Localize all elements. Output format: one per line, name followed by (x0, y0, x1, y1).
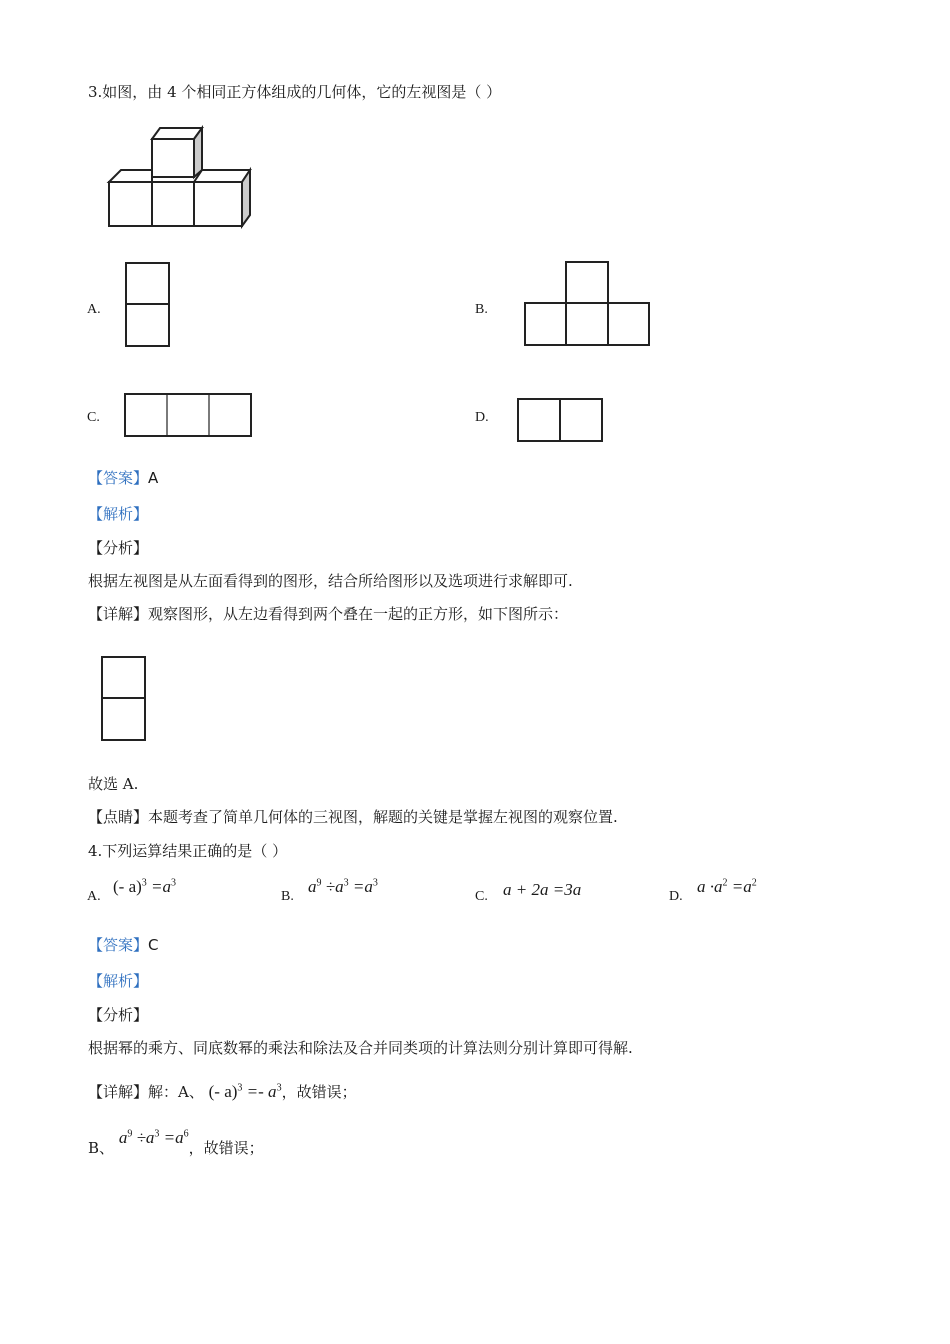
q4-jiexi-tag: 【解析】 (88, 972, 149, 990)
q3-answer-value: A (148, 469, 159, 487)
q4-detail-b-line: B、 $a^9 \div a^3 =a^6$，故错误； (88, 1128, 264, 1157)
q3-detail-tag: 【详解】 (88, 605, 149, 623)
q3-option-a-figure (125, 262, 171, 348)
q4-option-c-label: C. (475, 889, 488, 904)
q3-dianjing-line (88, 806, 618, 827)
q3-solid-figure (105, 125, 255, 230)
q4-option-b-expr: $a^9 \div a^3 =a^3$ (308, 877, 378, 896)
q4-answer-line (88, 934, 159, 955)
q3-dianjing-tag: 【点睛】 (88, 808, 149, 826)
q4-answer-value: C (148, 936, 159, 954)
q3-answer-line (88, 467, 158, 488)
q3-answer-tag: 【答案】 (88, 469, 149, 487)
q4-option-d-label: D. (669, 889, 683, 904)
q3-stem: 3.如图，由 4 个相同正方体组成的几何体，它的左视图是（ ） (88, 83, 502, 101)
q4-detail-tag: 【详解】 (88, 1083, 149, 1101)
q4-detail-a-expr: (- $a)^3 =- a^3$ (208, 1082, 282, 1101)
q3-detail-figure (101, 656, 147, 742)
q3-option-b-label: B. (475, 302, 488, 317)
q3-analysis: 根据左视图是从左面看得到的图形，结合所给图形以及选项进行求解即可. (88, 572, 573, 590)
q3-option-c-label: C. (87, 410, 100, 425)
q3-option-d-figure (517, 398, 605, 444)
q4-option-a-expr: (- $a)^3 =a^3$ (113, 877, 177, 896)
q4-option-a-label: A. (87, 889, 101, 904)
q3-dianjing-text: 本题考查了简单几何体的三视图，解题的关键是掌握左视图的观察位置. (148, 808, 618, 826)
q3-conclusion: 故选 A. (88, 775, 139, 793)
q4-answer-tag: 【答案】 (88, 936, 149, 954)
q4-fenxi-tag: 【分析】 (88, 1006, 149, 1024)
q4-option-c-expr: a + 2a =3a (503, 880, 582, 899)
q3-option-d-label: D. (475, 410, 489, 425)
q4-stem: 4.下列运算结果正确的是（ ） (88, 842, 288, 860)
q4-analysis: 根据幂的乘方、同底数幂的乘法和除法及合并同类项的计算法则分别计算即可得解. (88, 1039, 633, 1057)
q3-detail-text: 观察图形，从左边看得到两个叠在一起的正方形，如下图所示： (148, 605, 569, 623)
q3-fenxi-tag: 【分析】 (88, 539, 149, 557)
q3-jiexi-tag: 【解析】 (88, 505, 149, 523)
q3-detail-line (88, 603, 568, 624)
q3-option-b-figure (524, 261, 652, 347)
q3-option-c-figure (124, 393, 254, 439)
q4-option-b-label: B. (281, 889, 294, 904)
q4-option-d-expr: $a \cdot a^2 =a^2$ (697, 877, 757, 896)
q4-detail-b-expr: $a^9 \div a^3 =a^6$ (118, 1128, 189, 1147)
q3-option-a-label: A. (87, 302, 101, 317)
q4-detail-a-line: 【详解】解：A、 (- $a)^3 =- a^3$，故错误； (88, 1082, 357, 1101)
